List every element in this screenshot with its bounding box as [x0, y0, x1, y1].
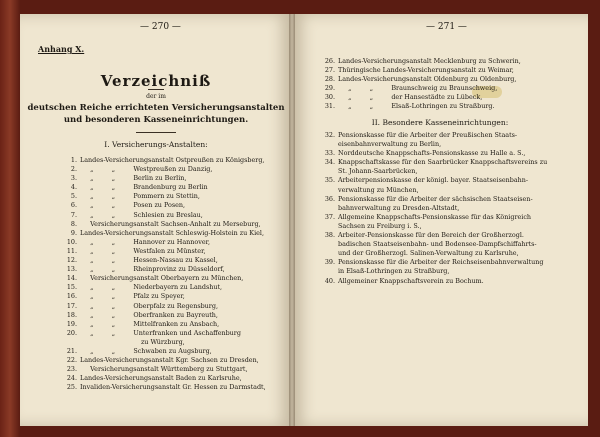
- entry-text: „ „ Schwaben zu Augsburg,: [80, 346, 212, 355]
- list-item: [320, 267, 547, 276]
- entry-number: 11.: [66, 246, 77, 255]
- list-item: [320, 213, 547, 222]
- list-item: [62, 256, 266, 265]
- entry-text: Allgemeiner Knappschaftsverein zu Bochum.: [338, 276, 484, 285]
- page-title: Verzeichniß: [100, 72, 212, 90]
- entry-text: Landes-Versicherungsanstalt Schleswig-Holstein zu Kiel,: [80, 228, 264, 237]
- list-item: [320, 240, 547, 249]
- entry-text: „ „ Posen zu Posen,: [80, 201, 186, 210]
- entry-number: 4.: [70, 183, 77, 192]
- entry-text: zu Würzburg,: [80, 337, 185, 346]
- appendix-label: Anhang X.: [38, 44, 85, 54]
- entry-number: [320, 204, 338, 213]
- entry-text: Arbeiter-Pensionskasse für den Bereich der Großherzogl.: [338, 231, 524, 240]
- entry-number: 35.: [324, 176, 335, 185]
- entry-number: 2.: [70, 165, 77, 174]
- entry-number: 18.: [66, 310, 77, 319]
- list-item: [320, 231, 547, 240]
- section-heading-1: I. Versicherungs-Anstalten:: [104, 140, 208, 149]
- entry-number: 13.: [66, 265, 77, 274]
- list-item: [320, 131, 547, 140]
- subtitle-line-2: und besonderen Kasseneinrichtungen.: [63, 115, 249, 125]
- list-item: [62, 165, 266, 174]
- entry-number: 12.: [66, 256, 77, 265]
- entry-text: „ „ Unterfranken und Aschaffenburg: [80, 328, 241, 337]
- list-item: [62, 347, 266, 356]
- entry-number: [320, 167, 338, 176]
- entry-text: „ „ der Hansestädte zu Lübeck,: [338, 93, 483, 102]
- entry-text: Landes-Versicherungsanstalt Kgr. Sachsen zu Dresden,: [80, 356, 259, 365]
- list-item: [320, 186, 547, 195]
- entry-text: Landes-Versicherungsanstalt Mecklenburg zu Schwerin,: [338, 57, 521, 65]
- entry-number: 8.: [70, 219, 77, 228]
- entry-number: 23.: [66, 365, 77, 374]
- entry-text: Invaliden-Versicherungsanstalt Gr. Hessen zu Darmstadt,: [80, 383, 266, 392]
- entry-number: 6.: [70, 201, 77, 210]
- list-item: [62, 283, 266, 292]
- entry-number: 33.: [324, 149, 335, 158]
- list-item: [62, 320, 266, 329]
- entry-text: Landes-Versicherungsanstalt Oldenburg zu Oldenburg,: [338, 75, 517, 84]
- entry-number: 28.: [324, 75, 335, 84]
- list-item: [320, 84, 521, 93]
- entry-number: 38.: [324, 231, 335, 240]
- left-page-number: — 270 —: [140, 22, 181, 32]
- entry-number: [320, 249, 338, 258]
- entry-text: Pensionskasse für die Arbeiter der sächsischen Staatseisen-: [338, 194, 533, 203]
- list-item: [320, 57, 521, 66]
- list-item: [320, 204, 547, 213]
- list-item: [62, 302, 266, 311]
- section-heading-2: II. Besondere Kasseneinrichtungen:: [371, 118, 509, 127]
- entry-text: Versicherungsanstalt Oberbayern zu München,: [80, 274, 244, 283]
- entry-text: Norddeutsche Knappschafts-Pensionskasse zu Halle a. S.,: [338, 149, 526, 158]
- list-item: [320, 102, 521, 111]
- list-item: [62, 374, 266, 383]
- entry-number: 9.: [70, 228, 77, 237]
- subtitle-rule: [136, 132, 176, 133]
- left-entry-list: [62, 156, 266, 392]
- title-connector: der im: [146, 93, 166, 100]
- entry-number: [320, 267, 338, 276]
- list-item: [62, 238, 266, 247]
- entry-number: 5.: [70, 192, 77, 201]
- list-item: [62, 383, 266, 392]
- entry-number: 31.: [324, 102, 335, 111]
- list-item: [62, 265, 266, 274]
- list-item: [62, 356, 266, 365]
- list-item: [62, 247, 266, 256]
- entry-number: 34.: [324, 158, 335, 167]
- entry-text: Knappschaftskasse für den Saarbrücker Knappschaftsvereins zu: [338, 158, 548, 167]
- entry-text: „ „ Mittelfranken zu Ansbach,: [80, 319, 220, 328]
- right-page-number: — 271 —: [426, 22, 467, 32]
- entry-number: 7.: [70, 210, 77, 219]
- entry-text: „ „ Pfalz zu Speyer,: [80, 292, 185, 301]
- list-item: [320, 167, 547, 176]
- entry-text: St. Johann-Saarbrücken,: [338, 167, 418, 176]
- entry-number: 26.: [324, 57, 335, 65]
- entry-number: 17.: [66, 301, 77, 310]
- list-item: [62, 211, 266, 220]
- entry-number: 14.: [66, 274, 77, 283]
- entry-number: 36.: [324, 194, 335, 203]
- right-entry-list: [320, 57, 521, 112]
- entry-number: 19.: [66, 319, 77, 328]
- entry-text: bahnverwaltung zu Dresden-Altstadt,: [338, 203, 460, 212]
- entry-text: Sachsen zu Freiburg i. S.,: [338, 221, 422, 230]
- entry-number: [320, 140, 338, 149]
- list-item: [320, 195, 547, 204]
- entry-text: in Elsaß-Lothringen zu Straßburg,: [338, 267, 450, 276]
- list-item: [62, 220, 266, 229]
- entry-text: badischen Staatseisenbahn- und Bodensee-Dampfschiffahrts-: [338, 240, 537, 249]
- list-item: [62, 201, 266, 210]
- entry-number: 20.: [66, 328, 77, 337]
- entry-text: Arbeiterpensionskasse der königl. bayer. Staatseisenbahn-: [338, 176, 529, 185]
- entry-text: Pensionskasse für die Arbeiter der Preußischen Staats-: [338, 131, 518, 139]
- entry-text: „ „ Westfalen zu Münster,: [80, 246, 206, 255]
- entry-text: Allgemeine Knappschafts-Pensionskasse für das Königreich: [338, 212, 532, 221]
- entry-text: verwaltung zu München,: [338, 185, 419, 194]
- entry-text: „ „ Braunschweig zu Braunschweig,: [338, 84, 498, 93]
- entry-text: Versicherungsanstalt Sachsen-Anhalt zu Merseburg,: [80, 219, 261, 228]
- entry-text: „ „ Oberfranken zu Bayreuth,: [80, 310, 218, 319]
- entry-text: Landes-Versicherungsanstalt Baden zu Karlsruhe,: [80, 374, 242, 383]
- entry-text: und der Großherzogl. Salinen-Verwaltung zu Karlsruhe,: [338, 249, 519, 258]
- entry-text: Pensionskasse für die Arbeiter der Reichseisenbahnverwaltung: [338, 258, 544, 267]
- entry-text: „ „ Brandenburg zu Berlin: [80, 183, 208, 192]
- list-item: [320, 93, 521, 102]
- entry-number: 16.: [66, 292, 77, 301]
- list-item: [62, 338, 266, 347]
- entry-text: Landes-Versicherungsanstalt Ostpreußen zu Königsberg,: [80, 156, 265, 164]
- entry-text: „ „ Rheinprovinz zu Düsseldorf,: [80, 265, 225, 274]
- list-item: [62, 174, 266, 183]
- list-item: [62, 156, 266, 165]
- right-entry-list-2: [320, 131, 547, 286]
- entry-number: 32.: [324, 131, 335, 139]
- entry-text: „ „ Hannover zu Hannover,: [80, 237, 211, 246]
- list-item: [62, 229, 266, 238]
- entry-number: 15.: [66, 283, 77, 292]
- entry-number: [320, 240, 338, 249]
- entry-text: Thüringische Landes-Versicherungsanstalt zu Weimar,: [338, 66, 514, 75]
- entry-number: 37.: [324, 212, 335, 221]
- list-item: [62, 329, 266, 338]
- list-item: [320, 158, 547, 167]
- entry-text: „ „ Hessen-Nassau zu Kassel,: [80, 256, 218, 265]
- entry-number: [62, 338, 80, 347]
- entry-number: 21.: [66, 346, 77, 355]
- list-item: [62, 365, 266, 374]
- entry-number: 3.: [70, 174, 77, 183]
- entry-number: [320, 222, 338, 231]
- list-item: [320, 249, 547, 258]
- entry-text: Versicherungsanstalt Württemberg zu Stuttgart,: [80, 365, 248, 374]
- entry-text: eisenbahnverwaltung zu Berlin,: [338, 140, 442, 149]
- entry-text: „ „ Pommern zu Stettin,: [80, 192, 200, 201]
- list-item: [320, 222, 547, 231]
- list-item: [62, 183, 266, 192]
- list-item: [320, 66, 521, 75]
- entry-number: 25.: [66, 383, 77, 392]
- entry-number: 40.: [324, 276, 335, 285]
- entry-number: 29.: [324, 84, 335, 93]
- list-item: [320, 140, 547, 149]
- list-item: [62, 311, 266, 320]
- list-item: [62, 292, 266, 301]
- entry-text: „ „ Niederbayern zu Landshut,: [80, 283, 223, 292]
- list-item: [320, 149, 547, 158]
- entry-text: „ „ Westpreußen zu Danzig,: [80, 165, 213, 174]
- list-item: [320, 75, 521, 84]
- entry-number: [320, 186, 338, 195]
- entry-number: 30.: [324, 93, 335, 102]
- title-rule: [148, 89, 164, 90]
- entry-number: 24.: [66, 374, 77, 383]
- list-item: [320, 277, 547, 286]
- entry-text: „ „ Oberpfalz zu Regensburg,: [80, 301, 218, 310]
- entry-number: 10.: [66, 237, 77, 246]
- subtitle-line-1: deutschen Reiche errichteten Versicherungsanstalten: [27, 103, 285, 113]
- entry-text: „ „ Schlesien zu Breslau,: [80, 210, 203, 219]
- entry-text: „ „ Berlin zu Berlin,: [80, 174, 187, 183]
- list-item: [320, 176, 547, 185]
- entry-number: 27.: [324, 66, 335, 75]
- entry-text: „ „ Elsaß-Lothringen zu Straßburg.: [338, 102, 495, 111]
- list-item: [62, 274, 266, 283]
- list-item: [62, 192, 266, 201]
- entry-number: 22.: [66, 356, 77, 365]
- entry-number: 1.: [70, 156, 77, 164]
- list-item: [320, 258, 547, 267]
- entry-number: 39.: [324, 258, 335, 267]
